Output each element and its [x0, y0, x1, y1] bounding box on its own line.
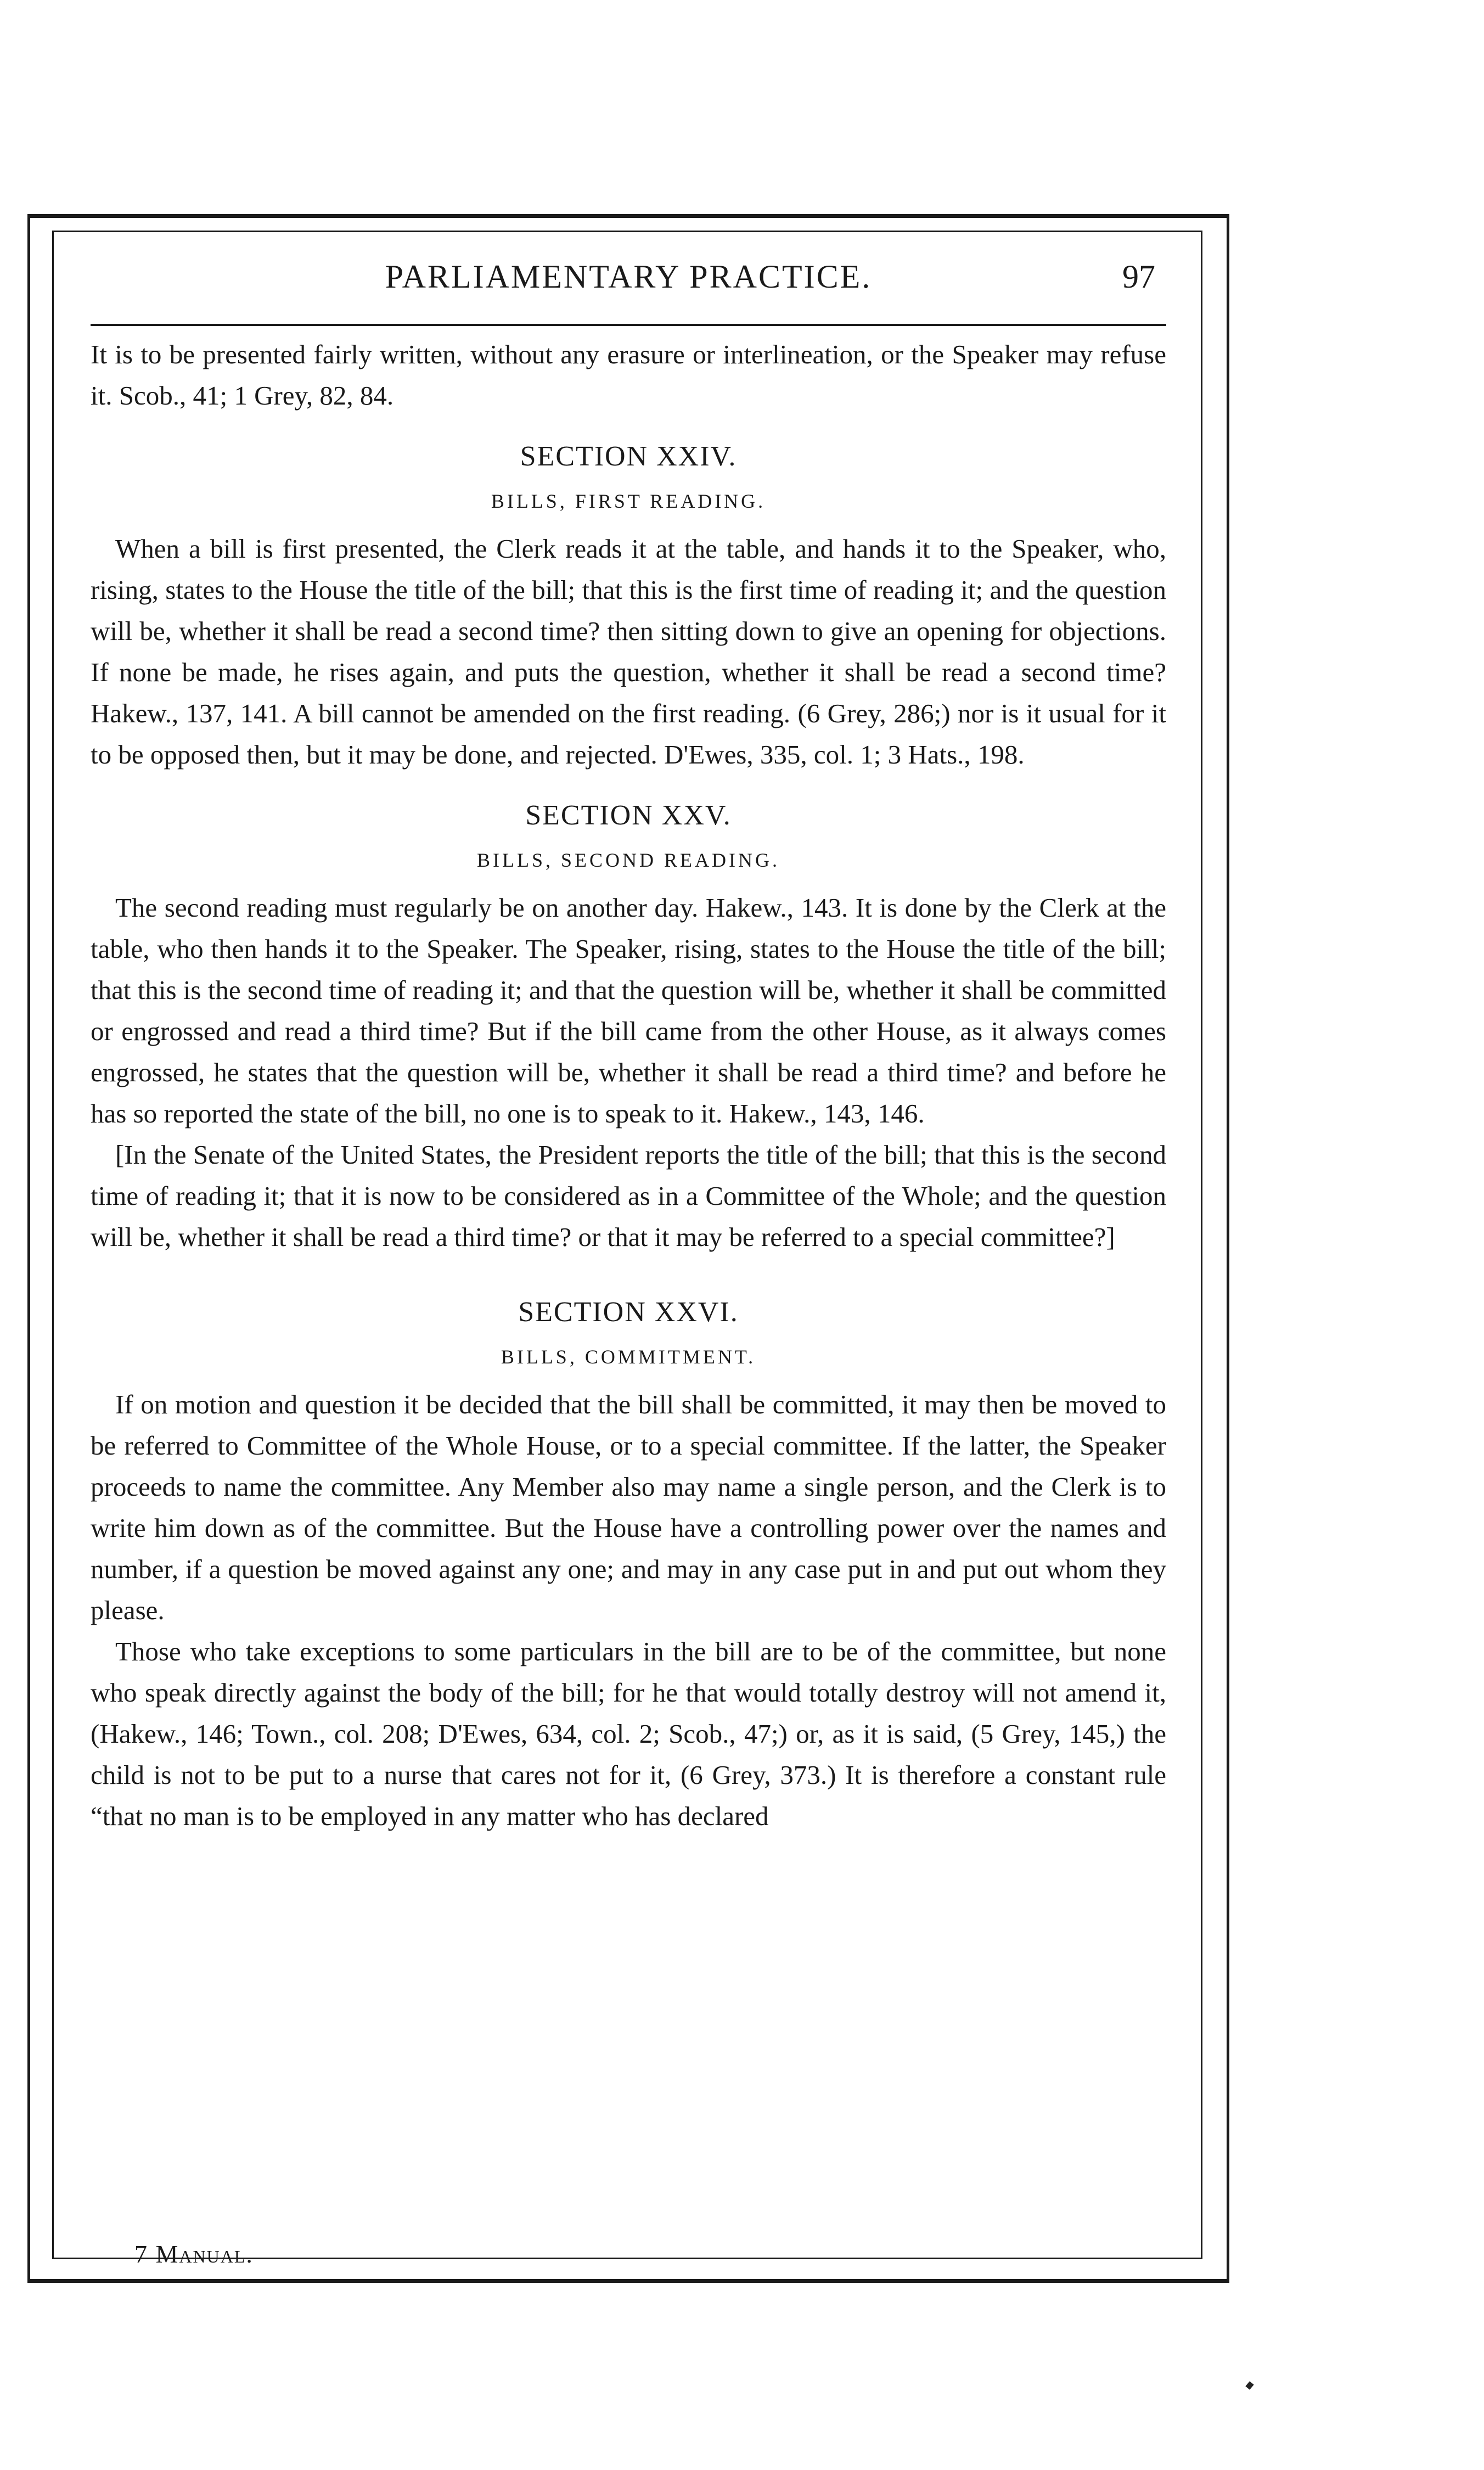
opening-paragraph: It is to be presented fairly written, without any erasure or interlineation, or the Speaker may refuse it. Scob., 41; 1 Grey, 82, 84. [91, 339, 1166, 411]
section-paragraph: If on motion and question it be decided that the bill shall be committed, it may then be moved to be referred to Committee of the Whole House, or to a special committee. If the latter, the Speaker proceeds to name the committee. Any Member also may name a single person, and the Clerk is to write him down as of the committee. But the House have a controlling power over the names and number, if a question be moved against any one; and may in any case put in and put out whom they please. [91, 1389, 1166, 1625]
section-paragraph: The second reading must regularly be on another day. Hakew., 143. It is done by the Clerk at the table, who then hands it to the Speaker. The Speaker, rising, states to the House the title of the bill; that this is the second time of reading it; and that the question will be, whether it shall be committed or engrossed and read a third time? But if the bill came from the other House, as it always comes engrossed, he states that the question will be, whether it shall be read a third time? and before he has so reported the state of the bill, no one is to speak to it. Hakew., 143, 146. [91, 892, 1166, 1129]
section-paragraph: Those who take exceptions to some particulars in the bill are to be of the committee, but none who speak directly against the body of the bill; for he that would totally destroy will not amend it, (Hakew., 146; Town., col. 208; D'Ewes, 634, col. 2; Scob., 47;) or, as it is said, (5 Grey, 145,) the child is not to be put to a nurse that cares not for it, (6 Grey, 373.) It is therefore a constant rule “that no man is to be employed in any matter who has declared [91, 1636, 1166, 1831]
section-subtitle: BILLS, SECOND READING. [476, 849, 780, 871]
section-title: SECTION XXV. [525, 800, 732, 831]
section-title: SECTION XXIV. [520, 441, 737, 472]
running-title: PARLIAMENTARY PRACTICE. [385, 259, 872, 295]
section-paragraph: When a bill is first presented, the Clerk reads it at the table, and hands it to the Speaker, who, rising, states to the House the title of the bill; that this is the first time of reading it; and the question will be, whether it shall be read a second time? then sitting down to give an opening for objections. If none be made, he rises again, and puts the question, whether it shall be read a second time? Hakew., 137, 141. A bill cannot be amended on the first reading. (6 Grey, 286;) nor is it usual for it to be opposed then, but it may be done, and rejected. D'Ewes, 335, col. 1; 3 Hats., 198. [91, 534, 1166, 770]
page-number: 97 [1122, 259, 1155, 295]
page-content [91, 242, 1166, 1837]
section-subtitle: BILLS, FIRST READING. [491, 490, 766, 512]
section-title: SECTION XXVI. [518, 1296, 739, 1328]
signature-mark: 7 Manual. [134, 2240, 254, 2268]
section-subtitle: BILLS, COMMITMENT. [501, 1346, 756, 1368]
section-24 [91, 435, 1166, 775]
section-26 [91, 1290, 1166, 1837]
section-paragraph: [In the Senate of the United States, the President reports the title of the bill; that this is the second time of reading it; that it is now to be considered as in a Committee of the Whole; and the question will be, whether it shall be read a third time? or that it may be referred to a special committee?] [91, 1139, 1166, 1252]
section-25 [91, 794, 1166, 1258]
stray-ink-mark [1245, 2381, 1253, 2390]
running-head [91, 242, 1166, 326]
